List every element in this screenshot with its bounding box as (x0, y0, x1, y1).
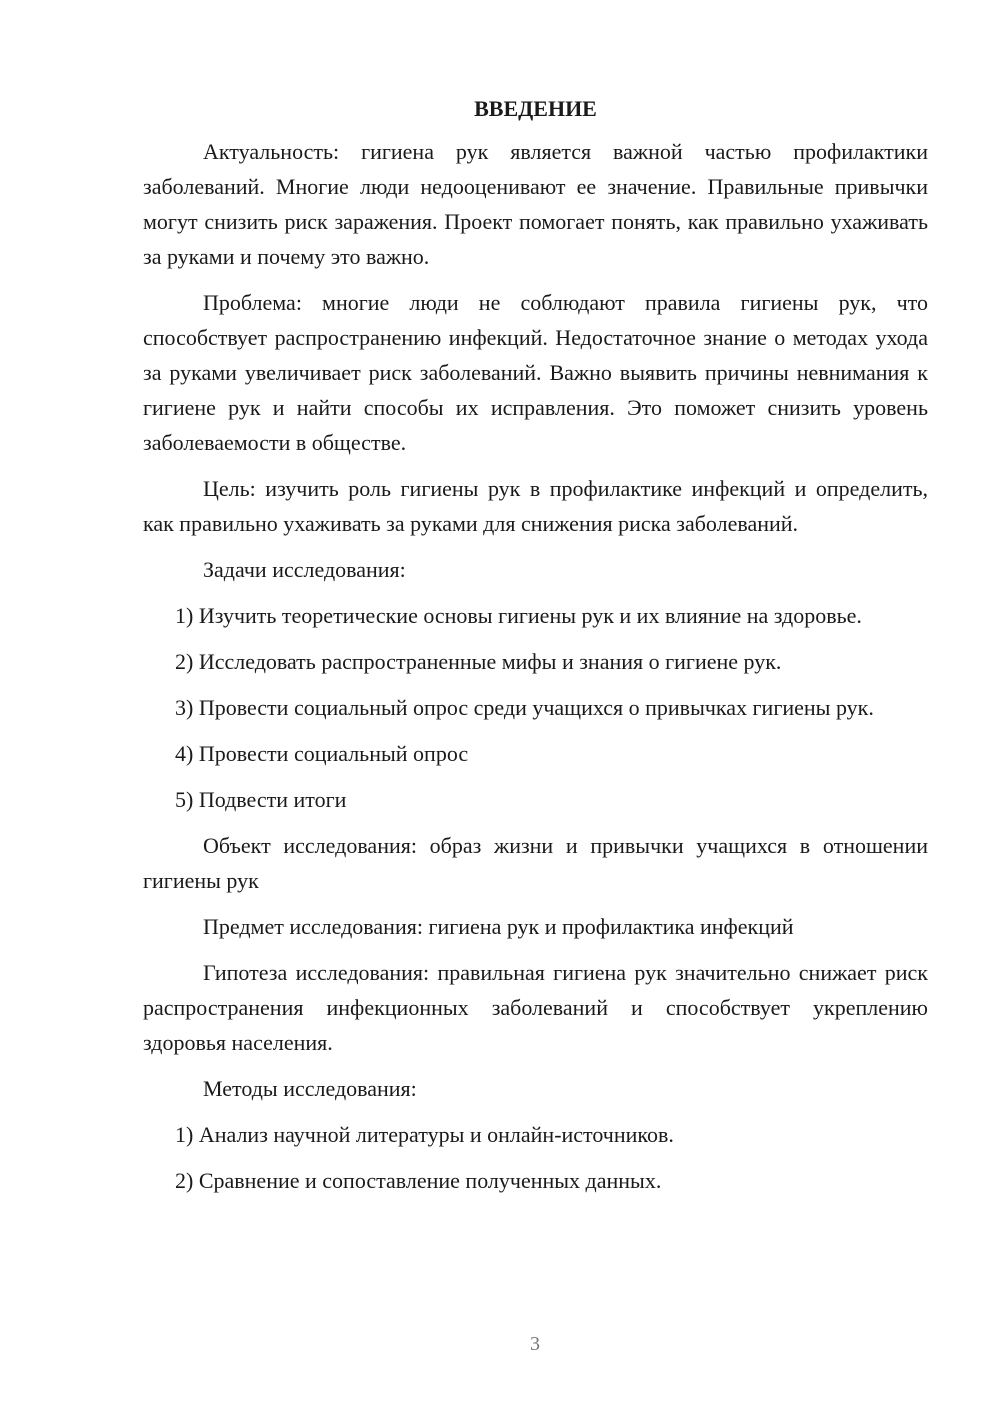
relevance-paragraph: Актуальность: гигиена рук является важной частью профилактики заболеваний. Многие люди недооценивают ее значение. Правильные привычки могут снизить риск заражения. Проект помогает понять, как правильно ухаживать за руками и почему это важно. (143, 139, 928, 269)
object-paragraph: Объект исследования: образ жизни и привычки учащихся в отношении гигиены рук (143, 833, 928, 893)
task-item-3: 3) Провести социальный опрос среди учащихся о привычках гигиены рук. (175, 695, 874, 720)
problem-paragraph: Проблема: многие люди не соблюдают правила гигиены рук, что способствует распространению инфекций. Недостаточное знание о методах ухода за руками увеличивает риск заболеваний. Важно выявить причины невнимания к гигиене рук и найти способы их исправления. Это поможет снизить уровень заболеваемости в обществе. (143, 290, 928, 455)
task-item-2: 2) Исследовать распространенные мифы и знания о гигиене рук. (175, 649, 782, 674)
page-number: 3 (530, 1333, 540, 1355)
section-heading: ВВЕДЕНИЕ (474, 96, 597, 121)
method-item-1: 1) Анализ научной литературы и онлайн-источников. (175, 1122, 674, 1147)
goal-paragraph: Цель: изучить роль гигиены рук в профилактике инфекций и определить, как правильно ухаживать за руками для снижения риска заболеваний. (143, 476, 928, 536)
page-content (143, 94, 928, 1209)
task-item-1: 1) Изучить теоретические основы гигиены рук и их влияние на здоровье. (175, 603, 862, 628)
subject-paragraph: Предмет исследования: гигиена рук и профилактика инфекций (203, 914, 794, 939)
task-item-4: 4) Провести социальный опрос (175, 741, 469, 766)
hypothesis-paragraph: Гипотеза исследования: правильная гигиена рук значительно снижает риск распространения инфекционных заболеваний и способствует укреплению здоровья населения. (143, 960, 928, 1055)
methods-title: Методы исследования: (203, 1076, 417, 1101)
tasks-title: Задачи исследования: (203, 557, 406, 582)
task-item-5: 5) Подвести итоги (175, 787, 347, 812)
method-item-2: 2) Сравнение и сопоставление полученных данных. (175, 1168, 662, 1193)
